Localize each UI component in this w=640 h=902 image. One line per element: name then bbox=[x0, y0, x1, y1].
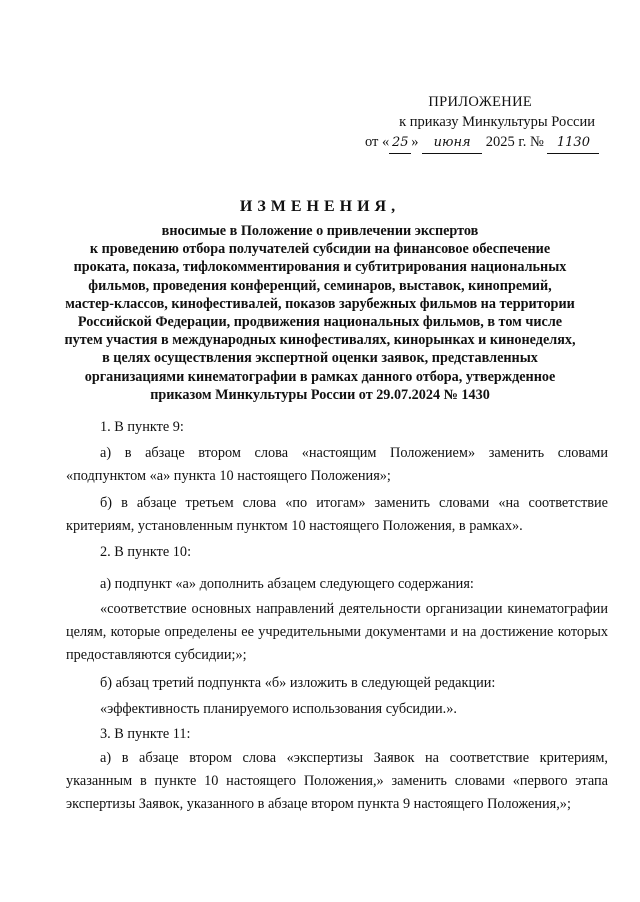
subtitle-line: вносимые в Положение о привлечении экспертов bbox=[161, 223, 479, 239]
subtitle-line: проката, показа, тифлокомментирования и субтитрирования национальных bbox=[73, 259, 567, 276]
document-subtitle bbox=[40, 222, 600, 404]
paragraph-item-2: 2. В пункте 10: bbox=[100, 544, 192, 560]
paragraph-item-2b: б) абзац третий подпункта «б» изложить в следующей редакции: bbox=[100, 675, 496, 691]
appendix-block bbox=[365, 92, 595, 154]
date-month-handwritten: июня bbox=[422, 133, 482, 154]
document-title: ИЗМЕНЕНИЯ, bbox=[239, 198, 401, 215]
appendix-order-line: к приказу Минкультуры России bbox=[399, 114, 595, 130]
paragraph-item-1b: б) в абзаце третьем слова «по итогам» заменить словами «на соответствие критериям, установленным пунктом 10 настоящего Положения, в рамках». bbox=[66, 495, 608, 534]
order-number-handwritten: 1130 bbox=[547, 133, 599, 154]
appendix-date-line bbox=[365, 132, 595, 154]
date-year: 2025 г. № bbox=[485, 134, 544, 150]
subtitle-line: Российской Федерации, продвижения национальных фильмов, в том числе bbox=[77, 314, 563, 331]
paragraph-quote-1: «соответствие основных направлений деятельности организации кинематографии целям, которые определены ее учредительными документами и на достижение которых предоставляются субсидии;»; bbox=[66, 601, 608, 663]
appendix-title: ПРИЛОЖЕНИЕ bbox=[428, 94, 532, 110]
paragraph-quote-2: «эффективность планируемого использования субсидии.». bbox=[100, 701, 457, 717]
paragraph-item-2a: а) подпункт «а» дополнить абзацем следующего содержания: bbox=[100, 576, 474, 592]
date-prefix: от « bbox=[365, 134, 390, 150]
subtitle-line: организациями кинематографии в рамках данного отбора, утвержденное bbox=[84, 368, 556, 385]
date-day-handwritten: 25 bbox=[389, 133, 411, 154]
subtitle-line: приказом Минкультуры России от 29.07.2024 № 1430 bbox=[150, 386, 490, 403]
paragraph-item-1: 1. В пункте 9: bbox=[100, 419, 184, 435]
subtitle-line: в целях осуществления экспертной оценки заявок, представленных bbox=[102, 350, 538, 367]
paragraph-item-3: 3. В пункте 11: bbox=[100, 726, 191, 742]
subtitle-line: к проведению отбора получателей субсидии на финансовое обеспечение bbox=[89, 241, 551, 258]
subtitle-line: путем участия в международных кинофестивалях, кинорынках и кинонеделях, bbox=[64, 332, 576, 349]
paragraph-item-1a: а) в абзаце втором слова «настоящим Положением» заменить словами «подпунктом «а» пункта 10 настоящего Положения»; bbox=[66, 445, 608, 484]
subtitle-line: фильмов, проведения конференций, семинаров, выставок, кинопремий, bbox=[88, 277, 552, 294]
date-mid: » bbox=[411, 134, 419, 150]
paragraph-item-3a: а) в абзаце втором слова «экспертизы Заявок на соответствие критериям, указанным в пункте 10 настоящего Положения,» заменить словами «первого этапа экспертизы Заявок, указанного в абзаце втором пункта 9 настоящего Положения,»; bbox=[66, 750, 608, 812]
subtitle-line: мастер-классов, кинофестивалей, показов зарубежных фильмов на территории bbox=[65, 295, 575, 312]
